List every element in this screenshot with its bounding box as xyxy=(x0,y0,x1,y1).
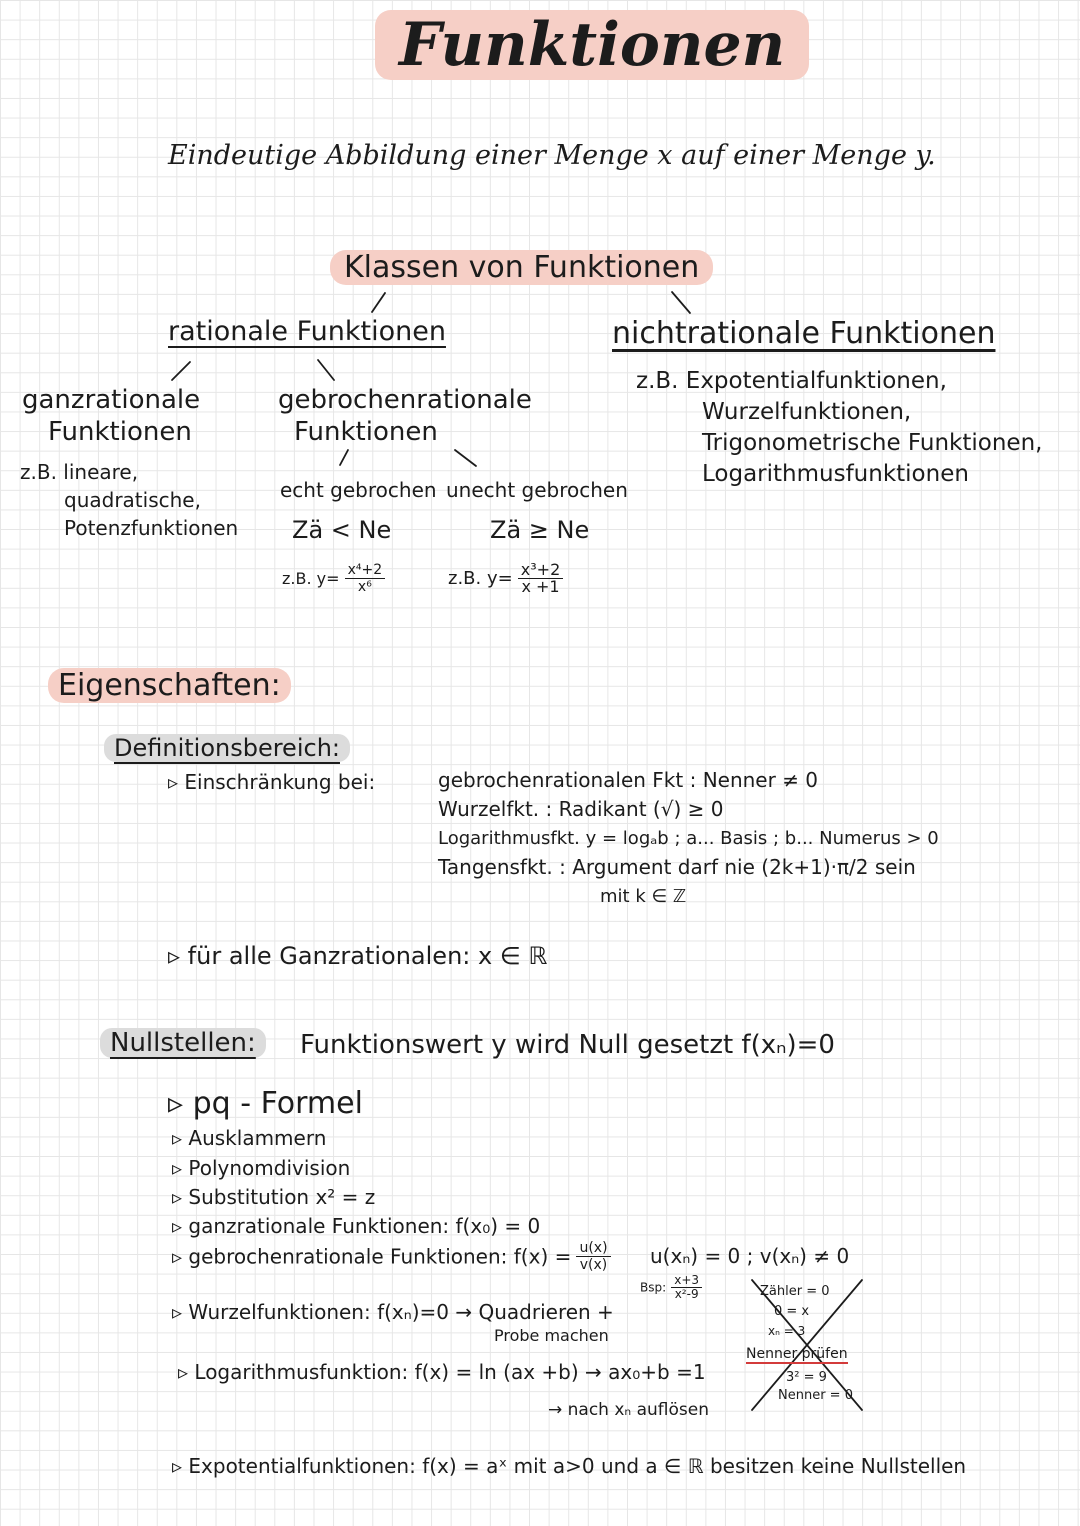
domain-restrictions xyxy=(438,766,939,911)
zeros-gebrochen-condition: u(xₙ) = 0 ; v(xₙ) ≠ 0 xyxy=(650,1244,850,1268)
note-zero-eq-x: 0 = x xyxy=(774,1304,810,1319)
zeros-method-substitution: ▹ Substitution x² = z xyxy=(172,1185,376,1209)
echt-denominator: x⁶ xyxy=(357,579,372,595)
nonrational-label: nichtrationale Funktionen xyxy=(612,316,996,351)
example-frac xyxy=(671,1274,702,1301)
note-nenner-0: Nenner = 0 xyxy=(778,1388,853,1403)
zeros-gebrochen-text: ▹ gebrochenrationale Funktionen: f(x) = xyxy=(172,1244,572,1269)
domain-r1: gebrochenrationalen Fkt : Nenner ≠ 0 xyxy=(438,768,819,792)
gebrochen-line2: Funktionen xyxy=(294,417,438,447)
domain-all-ganzrational: ▹ für alle Ganzrationalen: x ∈ ℝ xyxy=(168,942,548,970)
ganzrational-ex2: quadratische, xyxy=(64,488,201,512)
example-label: Bsp: xyxy=(640,1280,667,1295)
line-gebrochen-to-echt xyxy=(340,450,348,465)
ganzrational-ex3: Potenzfunktionen xyxy=(64,516,239,540)
zeros-gebrochen-fraction xyxy=(576,1240,610,1273)
echt-label: echt gebrochen xyxy=(280,478,437,502)
echt-example-prefix: z.B. y= xyxy=(282,569,340,588)
line-gebrochen-to-unecht xyxy=(455,450,476,466)
zeros-method-polynom: ▹ Polynomdivision xyxy=(172,1156,351,1180)
echt-condition: Zä < Ne xyxy=(292,516,392,544)
echt-numerator: x⁴+2 xyxy=(345,562,386,579)
example-den: x²-9 xyxy=(674,1287,699,1301)
domain-restriction-label: ▹ Einschränkung bei: xyxy=(168,770,376,794)
unecht-fraction xyxy=(518,562,563,595)
domain-r3: Logarithmusfkt. y = logₐb ; a... Basis ; b... Numerus > 0 xyxy=(438,828,939,849)
domain-r4: Tangensfkt. : Argument darf nie (2k+1)·π/2 sein xyxy=(438,855,916,879)
zeros-method-gebrochen xyxy=(172,1240,611,1273)
zeros-method-log: ▹ Logarithmusfunktion: f(x) = ln (ax +b) → ax₀+b =1 xyxy=(178,1360,706,1384)
note-zaehler: Zähler = 0 xyxy=(760,1284,830,1299)
zeros-method-pq: ▹ pq - Formel xyxy=(168,1086,363,1121)
gebrochen-line1: gebrochenrationale xyxy=(278,385,532,415)
ganzrational-label xyxy=(22,384,200,448)
zeros-method-ausklammern: ▹ Ausklammern xyxy=(172,1126,327,1150)
rational-label: rationale Funktionen xyxy=(168,316,446,347)
line-rational-to-ganz xyxy=(172,362,190,380)
nonrational-ex1: z.B. Expotentialfunktionen, xyxy=(636,368,947,394)
domain-r5: mit k ∈ ℤ xyxy=(600,886,687,907)
nonrational-ex3: Trigonometrische Funktionen, xyxy=(702,430,1043,456)
nonrational-examples xyxy=(636,366,1042,490)
nonrational-ex4: Logarithmusfunktionen xyxy=(702,461,969,487)
ganzrational-examples xyxy=(20,458,238,542)
echt-example xyxy=(282,562,385,595)
note-nenner-pruefen: Nenner prüfen xyxy=(746,1346,848,1362)
echt-fraction xyxy=(345,562,386,595)
example-num: x+3 xyxy=(671,1274,702,1288)
zeros-method-log-solve: → nach xₙ auflösen xyxy=(548,1400,709,1420)
ganzrational-line2: Funktionen xyxy=(48,417,192,447)
zeros-method-wurzel-probe: Probe machen xyxy=(494,1326,609,1345)
domain-heading: Definitionsbereich: xyxy=(104,734,350,762)
unecht-condition: Zä ≥ Ne xyxy=(490,516,590,544)
page-title: Funktionen xyxy=(375,10,809,80)
note-xn-3: xₙ = 3 xyxy=(768,1324,806,1338)
unecht-example xyxy=(448,562,563,595)
zeros-method-wurzel: ▹ Wurzelfunktionen: f(xₙ)=0 → Quadrieren + xyxy=(172,1300,614,1324)
domain-r2: Wurzelfkt. : Radikant (√) ≥ 0 xyxy=(438,797,724,821)
line-classes-to-rational xyxy=(372,293,385,312)
line-rational-to-gebrochen xyxy=(318,360,334,380)
note-3-squared: 3² = 9 xyxy=(786,1370,827,1385)
zeros-description: Funktionswert y wird Null gesetzt f(xₙ)=0 xyxy=(300,1030,835,1060)
ganzrational-ex1: z.B. lineare, xyxy=(20,460,139,484)
zeros-heading: Nullstellen: xyxy=(100,1028,266,1058)
example-fraction xyxy=(640,1274,702,1301)
ganzrational-line1: ganzrationale xyxy=(22,385,201,415)
unecht-example-prefix: z.B. y= xyxy=(448,568,513,589)
nonrational-ex2: Wurzelfunktionen, xyxy=(702,399,912,425)
properties-heading: Eigenschaften: xyxy=(48,668,291,703)
zeros-method-ganzrational: ▹ ganzrationale Funktionen: f(x₀) = 0 xyxy=(172,1214,541,1238)
line-classes-to-nonrational xyxy=(672,292,690,313)
classes-heading: Klassen von Funktionen xyxy=(330,250,713,285)
unecht-label: unecht gebrochen xyxy=(446,478,628,502)
zeros-method-expo: ▹ Expotentialfunktionen: f(x) = aˣ mit a>0 und a ∈ ℝ besitzen keine Nullstellen xyxy=(172,1454,967,1478)
unecht-numerator: x³+2 xyxy=(518,562,563,579)
zeros-gebrochen-den: v(x) xyxy=(579,1257,608,1273)
gebrochen-label xyxy=(278,384,532,448)
unecht-denominator: x +1 xyxy=(521,577,560,596)
definition-text: Eindeutige Abbildung einer Menge x auf einer Menge y. xyxy=(168,140,936,171)
zeros-gebrochen-num: u(x) xyxy=(576,1240,610,1257)
